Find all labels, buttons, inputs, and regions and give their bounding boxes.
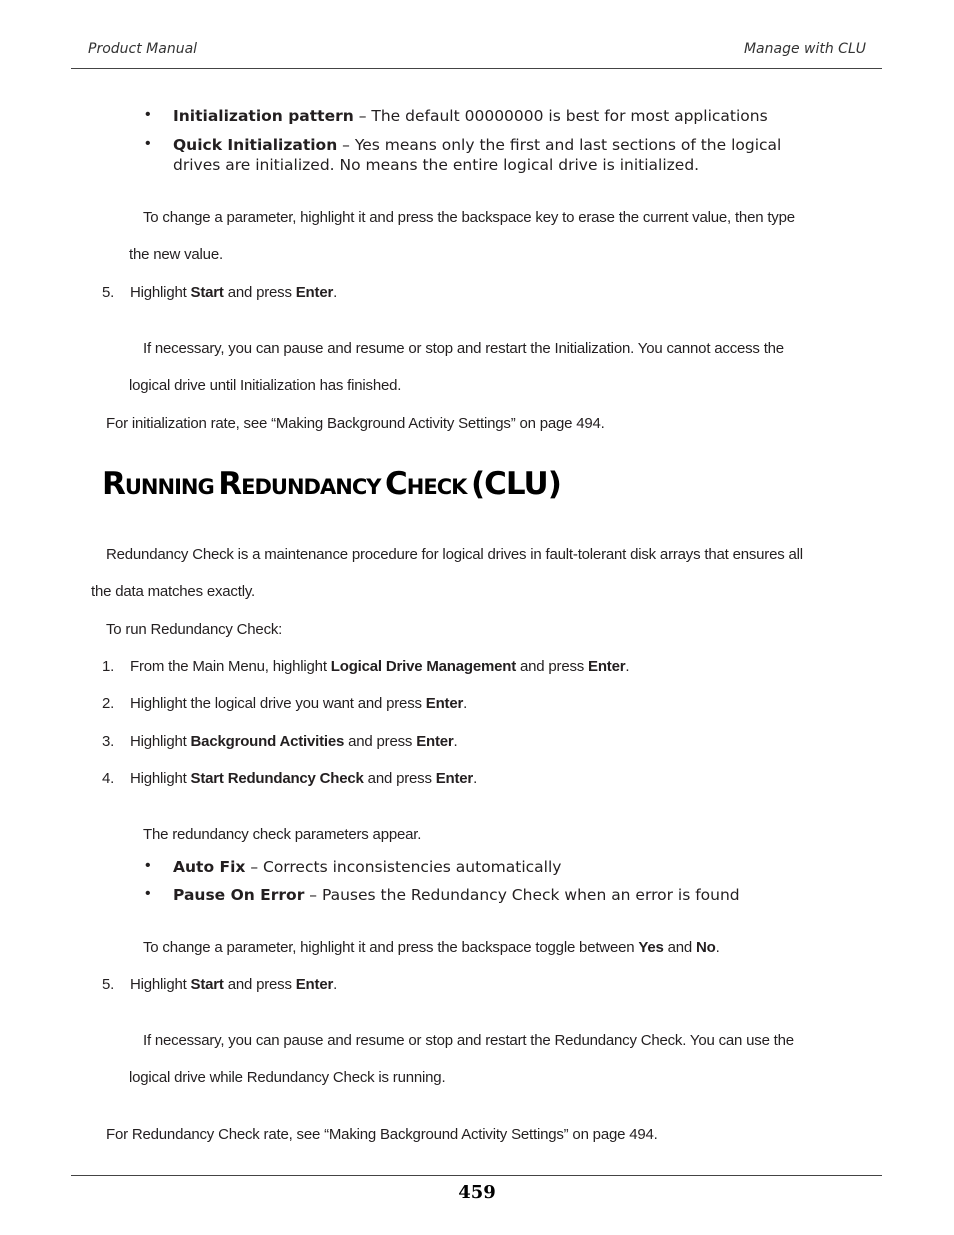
step-number: 3.	[102, 733, 115, 750]
bullet-initialization-pattern: Initialization pattern – The default 00000000 is best for most applications	[173, 107, 768, 125]
rc-pause-note-line2: logical drive while Redundancy Check is running.	[129, 1069, 446, 1086]
bullet-auto-fix: Auto Fix – Corrects inconsistencies automatically	[173, 858, 562, 876]
init-step-5: Highlight Start and press Enter.	[130, 284, 338, 301]
step-4: Highlight Start Redundancy Check and press Enter.	[130, 770, 478, 787]
params-appear-note: The redundancy check parameters appear.	[143, 826, 422, 843]
bullet-dot: •	[145, 885, 151, 902]
step-number: 2.	[102, 695, 115, 712]
bullet-dot: •	[145, 857, 151, 874]
step-2: Highlight the logical drive you want and press Enter.	[130, 695, 468, 712]
bullet-quick-initialization: Quick Initialization – Yes means only the first and last sections of the logical	[173, 136, 782, 154]
header-left: Product Manual	[88, 41, 198, 57]
bullet-quick-initialization-cont: drives are initialized. No means the entire logical drive is initialized.	[173, 156, 700, 174]
step-1: From the Main Menu, highlight Logical Drive Management and press Enter.	[130, 658, 630, 675]
rc-pause-note-line1: If necessary, you can pause and resume or stop and restart the Redundancy Check. You can use the	[143, 1032, 794, 1049]
rc-step-5: Highlight Start and press Enter.	[130, 976, 338, 993]
intro-line2: the data matches exactly.	[91, 583, 255, 600]
init-pause-note-line2: logical drive until Initialization has finished.	[129, 377, 402, 394]
init-rate-reference: For initialization rate, see “Making Background Activity Settings” on page 494.	[106, 415, 605, 432]
section-title: RUNNING REDUNDANCY CHECK (CLU)	[102, 466, 561, 502]
step-3: Highlight Background Activities and press Enter.	[130, 733, 458, 750]
intro-line1: Redundancy Check is a maintenance procedure for logical drives in fault-tolerant disk arrays that ensures all	[106, 546, 803, 563]
rc-param-note: To change a parameter, highlight it and press the backspace toggle between Yes and No.	[143, 939, 720, 956]
step-number: 4.	[102, 770, 115, 787]
footer-rule	[71, 1175, 882, 1176]
init-param-note-line2: the new value.	[129, 246, 223, 263]
to-run-label: To run Redundancy Check:	[106, 621, 283, 638]
header-rule	[71, 68, 882, 69]
bullet-dot: •	[145, 106, 151, 123]
init-param-note-line1: To change a parameter, highlight it and press the backspace key to erase the current value, then type	[143, 209, 795, 226]
step-number: 1.	[102, 658, 115, 675]
step-number: 5.	[102, 976, 115, 993]
header-right: Manage with CLU	[743, 41, 866, 57]
rc-rate-reference: For Redundancy Check rate, see “Making Background Activity Settings” on page 494.	[106, 1126, 658, 1143]
step-number: 5.	[102, 284, 115, 301]
bullet-dot: •	[145, 135, 151, 152]
page-number: 459	[458, 1182, 496, 1203]
init-pause-note-line1: If necessary, you can pause and resume or stop and restart the Initialization. You cannot access the	[143, 340, 784, 357]
bullet-pause-on-error: Pause On Error – Pauses the Redundancy Check when an error is found	[173, 886, 740, 904]
